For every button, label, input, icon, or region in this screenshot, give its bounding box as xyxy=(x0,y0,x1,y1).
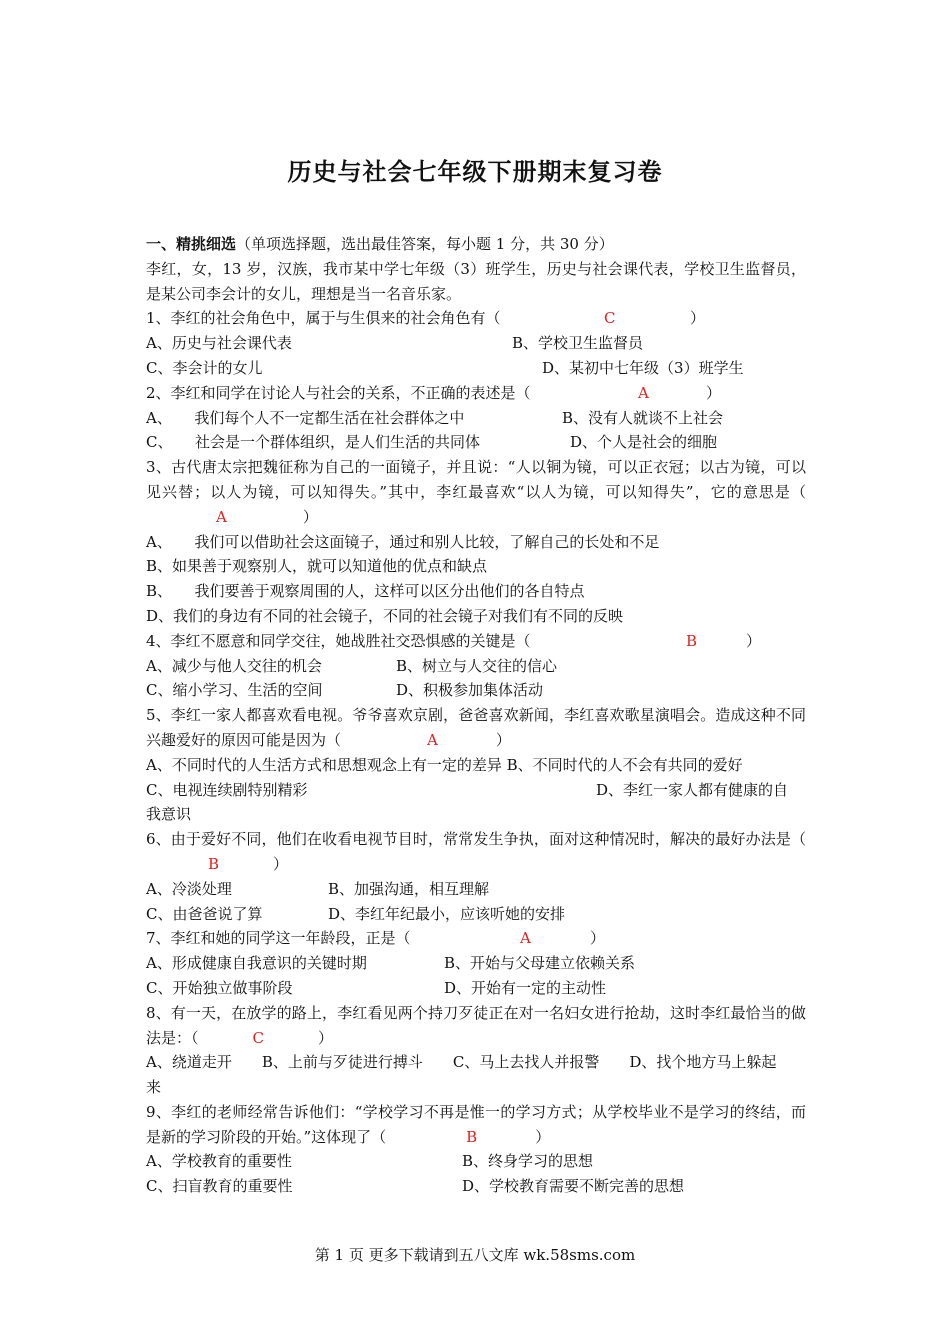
question-5-option-c: C、电视连续剧特别精彩 xyxy=(146,780,308,799)
question-1-option-b: B、学校卫生监督员 xyxy=(512,334,644,353)
question-7-option-b: B、开始与父母建立依赖关系 xyxy=(444,954,636,973)
question-4 xyxy=(146,629,806,654)
question-5-options-ab: A、不同时代的人生活方式和思想观念上有一定的差异 B、不同时代的人不会有共同的爱好 xyxy=(146,755,743,774)
question-2-option-c: C、 社会是一个群体组织，是人们生活的共同体 xyxy=(146,433,480,452)
exam-content xyxy=(146,232,806,1199)
question-6-option-d: D、李红年纪最小，应该听她的安排 xyxy=(328,904,566,923)
question-9 xyxy=(146,1100,806,1150)
question-7-close: ） xyxy=(590,929,606,948)
question-4-option-b: B、树立与人交往的信心 xyxy=(396,656,558,675)
question-2-answer: A xyxy=(638,383,649,402)
question-9-options-row2 xyxy=(146,1174,806,1199)
question-7-options-row1 xyxy=(146,951,806,976)
question-6-options-row2 xyxy=(146,902,806,927)
question-4-option-a: A、减少与他人交往的机会 xyxy=(146,656,322,675)
question-5 xyxy=(146,703,806,753)
question-3-option-c: B、 我们要善于观察周围的人，这样可以区分出他们的各自特点 xyxy=(146,582,585,601)
question-9-option-c: C、扫盲教育的重要性 xyxy=(146,1177,293,1196)
question-8-stem: 8、有一天，在放学的路上，李红看见两个持刀歹徒正在对一名妇女进行抢劫，这时李红最恰当的做法是：（ xyxy=(146,1003,806,1047)
question-1-answer: C xyxy=(604,309,616,328)
section-instruction: （单项选择题，选出最佳答案，每小题 1 分，共 30 分） xyxy=(236,235,614,253)
question-5-option-d-cont: 我意识 xyxy=(146,805,192,824)
question-6-options-row1 xyxy=(146,877,806,902)
question-6-option-a: A、冷淡处理 xyxy=(146,879,232,898)
question-9-option-d: D、学校教育需要不断完善的思想 xyxy=(462,1177,685,1196)
question-7 xyxy=(146,926,806,951)
question-4-close: ） xyxy=(746,631,762,650)
question-3-answer: A xyxy=(216,507,227,526)
question-5-close: ） xyxy=(495,730,511,749)
question-4-option-d: D、积极参加集体活动 xyxy=(396,681,544,700)
question-2-options-row2 xyxy=(146,430,806,455)
question-4-option-c: C、缩小学习、生活的空间 xyxy=(146,681,323,700)
question-8-options-cont: 来 xyxy=(146,1078,162,1097)
question-1-option-a: A、历史与社会课代表 xyxy=(146,334,292,353)
question-8-close: ） xyxy=(318,1028,334,1047)
question-2-close: ） xyxy=(706,383,722,402)
question-3-option-a: A、 我们可以借助社会这面镜子，通过和别人比较，了解自己的长处和不足 xyxy=(146,532,660,551)
question-2-option-a: A、 我们每个人不一定都生活在社会群体之中 xyxy=(146,408,465,427)
question-9-options-row1 xyxy=(146,1149,806,1174)
question-5-options-row2 xyxy=(146,778,806,803)
question-6-stem: 6、由于爱好不同，他们在收看电视节目时，常常发生争执，面对这种情况时，解决的最好办法是（ xyxy=(146,830,806,849)
question-3-close: ） xyxy=(302,507,318,526)
question-2-option-d: D、个人是社会的细胞 xyxy=(570,433,718,452)
question-3-option-d: D、我们的身边有不同的社会镜子，不同的社会镜子对我们有不同的反映 xyxy=(146,606,624,625)
question-2 xyxy=(146,381,806,406)
question-6 xyxy=(146,827,806,877)
question-8 xyxy=(146,1001,806,1051)
page-title: 历史与社会七年级下册期末复习卷 xyxy=(287,157,663,186)
question-2-option-b: B、没有人就谈不上社会 xyxy=(562,408,724,427)
section-heading: 一、精挑细选 xyxy=(146,235,237,253)
intro-paragraph: 李红，女，13 岁，汉族，我市某中学七年级（3）班学生，历史与社会课代表，学校卫生监督员，是某公司李会计的女儿，理想是当一名音乐家。 xyxy=(146,259,806,303)
question-8-answer: C xyxy=(252,1028,264,1047)
question-3-stem: 3、古代唐太宗把魏征称为自己的一面镜子，并且说：“人以铜为镜，可以正衣冠；以古为镜，可以见兴替；以人为镜，可以知得失。”其中，李红最喜欢“以人为镜，可以知得失”，它的意思是（ xyxy=(146,458,806,501)
question-6-close: ） xyxy=(273,854,289,873)
question-1-options-row1 xyxy=(146,331,806,356)
question-1-stem: 1、李红的社会角色中，属于与生俱来的社会角色有（ xyxy=(146,309,501,328)
question-4-options-row2 xyxy=(146,678,806,703)
question-7-options-row2 xyxy=(146,976,806,1001)
question-9-option-a: A、学校教育的重要性 xyxy=(146,1152,292,1171)
question-9-option-b: B、终身学习的思想 xyxy=(462,1152,594,1171)
question-5-option-d: D、李红一家人都有健康的自 xyxy=(596,780,789,799)
question-9-stem: 9、李红的老师经常告诉他们：“学校学习不再是惟一的学习方式；从学校毕业不是学习的终结，而是新的学习阶段的开始。”这体现了（ xyxy=(146,1102,806,1146)
question-3 xyxy=(146,455,806,529)
page-footer: 第 1 页 更多下载请到五八文库 wk.58sms.com xyxy=(314,1246,636,1264)
question-1-close: ） xyxy=(690,309,706,328)
question-1-option-c: C、李会计的女儿 xyxy=(146,358,263,377)
question-7-stem: 7、李红和她的同学这一年龄段，正是（ xyxy=(146,929,411,948)
question-7-option-d: D、开始有一定的主动性 xyxy=(444,978,607,997)
question-4-options-row1 xyxy=(146,654,806,679)
question-7-answer: A xyxy=(520,929,531,948)
section-heading-line xyxy=(146,232,806,257)
question-8-options: A、绕道走开 B、上前与歹徒进行搏斗 C、马上去找人并报警 D、找个地方马上躲起 xyxy=(146,1053,777,1072)
question-3-option-b: B、如果善于观察别人，就可以知道他的优点和缺点 xyxy=(146,557,488,576)
question-7-option-c: C、开始独立做事阶段 xyxy=(146,978,293,997)
question-6-option-c: C、由爸爸说了算 xyxy=(146,904,263,923)
question-2-stem: 2、李红和同学在讨论人与社会的关系，不正确的表述是（ xyxy=(146,383,531,402)
question-2-options-row1 xyxy=(146,406,806,431)
question-1 xyxy=(146,306,806,331)
question-9-answer: B xyxy=(466,1127,478,1146)
question-6-answer: B xyxy=(208,854,220,873)
question-1-options-row2 xyxy=(146,356,806,381)
question-1-option-d: D、某初中七年级（3）班学生 xyxy=(542,358,744,377)
question-5-answer: A xyxy=(427,730,438,749)
question-4-stem: 4、李红不愿意和同学交往，她战胜社交恐惧感的关键是（ xyxy=(146,631,531,650)
question-6-option-b: B、加强沟通，相互理解 xyxy=(328,879,490,898)
question-4-answer: B xyxy=(686,631,698,650)
question-7-option-a: A、形成健康自我意识的关键时期 xyxy=(146,954,367,973)
question-9-close: ） xyxy=(535,1127,551,1146)
question-5-stem: 5、李红一家人都喜欢看电视。爷爷喜欢京剧，爸爸喜欢新闻，李红喜欢歌星演唱会。造成这种不同兴趣爱好的原因可能是因为（ xyxy=(146,706,806,749)
